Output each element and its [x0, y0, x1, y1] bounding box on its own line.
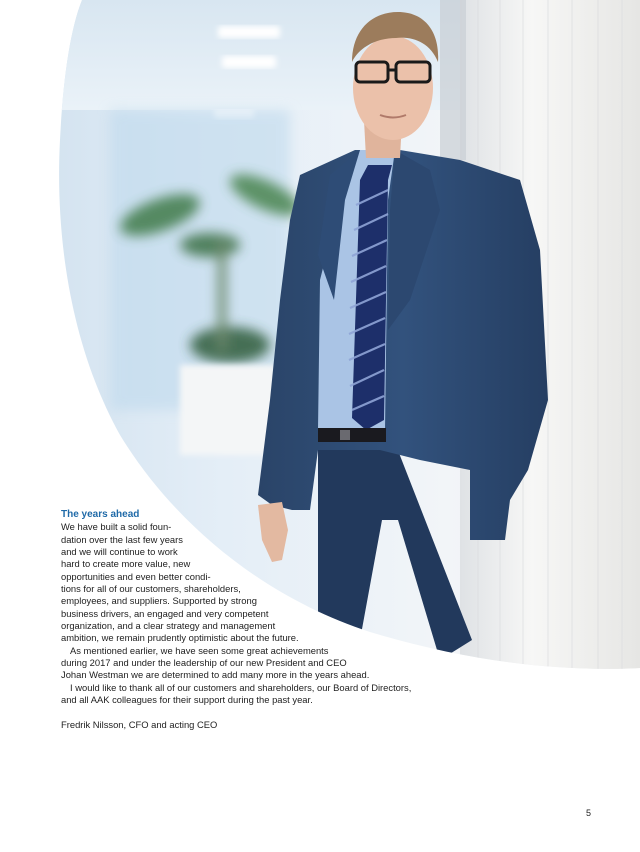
body-line: and we will continue to work: [61, 546, 178, 558]
text-column: [61, 509, 481, 731]
body-line: We have built a solid foun-: [61, 521, 172, 533]
body-line: tions for all of our customers, shareholders,: [61, 583, 241, 595]
signature: Fredrik Nilsson, CFO and acting CEO: [61, 718, 218, 730]
body-line: employees, and suppliers. Supported by strong: [61, 595, 257, 607]
page-number: 5: [586, 808, 592, 818]
section-heading: The years ahead: [61, 509, 140, 520]
body-line: and all AAK colleagues for their support during the past year.: [61, 694, 313, 706]
body-line: hard to create more value, new: [61, 558, 191, 570]
body-line: during 2017 and under the leadership of our new President and CEO: [61, 657, 347, 669]
body-line: dation over the last few years: [61, 533, 183, 545]
body-line: organization, and a clear strategy and management: [61, 620, 276, 632]
body-line: As mentioned earlier, we have seen some great achievements: [70, 644, 329, 656]
body-line: ambition, we remain prudently optimistic about the future.: [61, 632, 299, 644]
body-line: Johan Westman we are determined to add many more in the years ahead.: [61, 669, 370, 681]
body-line: business drivers, an engaged and very competent: [61, 607, 269, 619]
body-line: opportunities and even better condi-: [61, 570, 211, 582]
body-line: I would like to thank all of our customers and shareholders, our Board of Directors,: [70, 681, 412, 693]
